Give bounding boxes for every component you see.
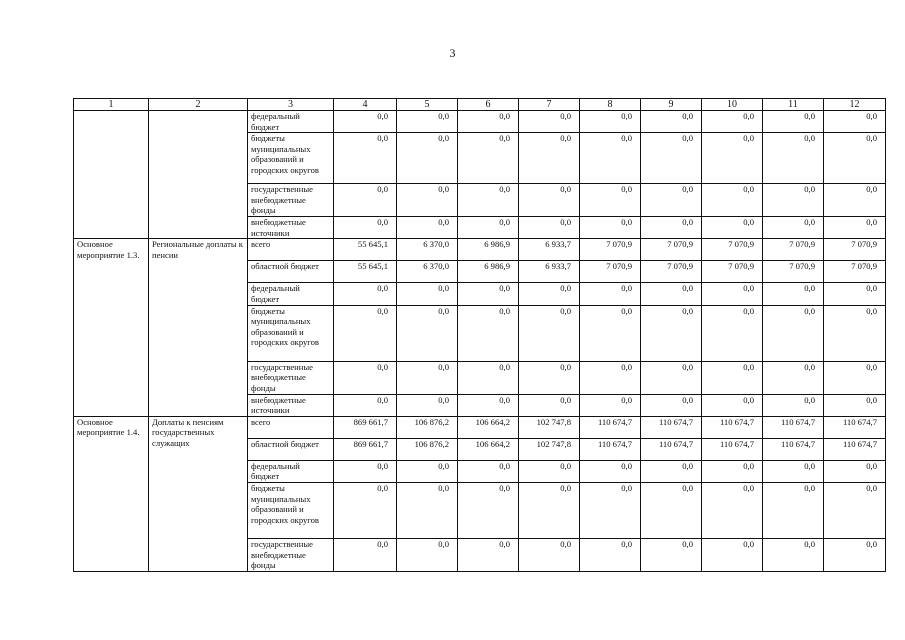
value-cell: 0,0 [334, 133, 397, 184]
value-cell: 0,0 [763, 133, 824, 184]
value-cell: 6 933,7 [519, 239, 580, 261]
value-cell: 0,0 [580, 538, 641, 571]
funding-source: бюджеты муниципальных образований и городских округов [248, 482, 334, 538]
funding-source: внебюджетные источники [248, 394, 334, 416]
value-cell: 0,0 [334, 184, 397, 217]
page-number: 3 [449, 46, 456, 60]
column-number: 8 [580, 99, 641, 111]
value-cell: 0,0 [580, 482, 641, 538]
value-cell: 110 674,7 [641, 438, 702, 460]
value-cell: 0,0 [580, 460, 641, 482]
value-cell: 55 645,1 [334, 239, 397, 261]
value-cell: 0,0 [519, 305, 580, 361]
value-cell: 7 070,9 [702, 261, 763, 283]
value-cell: 0,0 [397, 283, 458, 305]
value-cell: 0,0 [763, 538, 824, 571]
value-cell: 7 070,9 [641, 261, 702, 283]
value-cell: 0,0 [458, 460, 519, 482]
value-cell: 0,0 [580, 217, 641, 239]
value-cell: 102 747,8 [519, 438, 580, 460]
value-cell: 106 876,2 [397, 416, 458, 438]
column-number: 5 [397, 99, 458, 111]
value-cell: 0,0 [519, 482, 580, 538]
value-cell: 0,0 [824, 133, 886, 184]
value-cell: 0,0 [334, 305, 397, 361]
value-cell: 0,0 [458, 482, 519, 538]
value-cell: 0,0 [397, 361, 458, 394]
value-cell: 0,0 [334, 394, 397, 416]
table-row [74, 416, 886, 438]
value-cell: 0,0 [824, 305, 886, 361]
value-cell: 0,0 [397, 460, 458, 482]
value-cell: 0,0 [763, 217, 824, 239]
value-cell: 869 661,7 [334, 438, 397, 460]
value-cell: 0,0 [397, 217, 458, 239]
value-cell: 0,0 [641, 283, 702, 305]
value-cell: 0,0 [824, 538, 886, 571]
value-cell: 0,0 [824, 283, 886, 305]
value-cell: 0,0 [763, 184, 824, 217]
value-cell: 6 986,9 [458, 239, 519, 261]
value-cell: 6 933,7 [519, 261, 580, 283]
value-cell: 0,0 [702, 305, 763, 361]
value-cell: 6 986,9 [458, 261, 519, 283]
value-cell: 0,0 [519, 460, 580, 482]
value-cell: 0,0 [519, 538, 580, 571]
value-cell: 0,0 [763, 305, 824, 361]
value-cell: 0,0 [763, 283, 824, 305]
value-cell: 7 070,9 [824, 261, 886, 283]
value-cell: 110 674,7 [580, 416, 641, 438]
funding-source: бюджеты муниципальных образований и городских округов [248, 133, 334, 184]
funding-source: государственные внебюджетные фонды [248, 361, 334, 394]
value-cell: 110 674,7 [702, 416, 763, 438]
value-cell: 106 876,2 [397, 438, 458, 460]
value-cell: 106 664,2 [458, 438, 519, 460]
value-cell: 110 674,7 [641, 416, 702, 438]
value-cell: 0,0 [397, 394, 458, 416]
measure-label: Основное мероприятие 1.4. [74, 416, 149, 571]
value-cell: 110 674,7 [824, 438, 886, 460]
column-number: 2 [149, 99, 248, 111]
value-cell: 869 661,7 [334, 416, 397, 438]
value-cell: 0,0 [641, 394, 702, 416]
value-cell: 0,0 [702, 133, 763, 184]
value-cell: 0,0 [702, 217, 763, 239]
value-cell: 0,0 [641, 133, 702, 184]
value-cell: 0,0 [580, 283, 641, 305]
value-cell: 0,0 [763, 111, 824, 133]
funding-source: государственные внебюджетные фонды [248, 184, 334, 217]
value-cell: 0,0 [397, 184, 458, 217]
value-cell: 0,0 [702, 361, 763, 394]
value-cell: 6 370,0 [397, 239, 458, 261]
value-cell: 0,0 [641, 460, 702, 482]
value-cell: 0,0 [580, 305, 641, 361]
value-cell: 0,0 [824, 482, 886, 538]
value-cell: 0,0 [458, 538, 519, 571]
value-cell: 0,0 [763, 482, 824, 538]
value-cell: 0,0 [334, 482, 397, 538]
value-cell: 7 070,9 [580, 261, 641, 283]
value-cell: 0,0 [641, 111, 702, 133]
column-number: 3 [248, 99, 334, 111]
value-cell: 0,0 [702, 283, 763, 305]
value-cell: 0,0 [519, 394, 580, 416]
value-cell: 0,0 [763, 460, 824, 482]
value-cell: 0,0 [334, 217, 397, 239]
value-cell: 0,0 [641, 538, 702, 571]
funding-source: внебюджетные источники [248, 217, 334, 239]
value-cell: 0,0 [824, 217, 886, 239]
value-cell: 106 664,2 [458, 416, 519, 438]
value-cell: 0,0 [458, 394, 519, 416]
measure-name: Доплаты к пенсиям государственных служащих [149, 416, 248, 571]
value-cell: 0,0 [458, 184, 519, 217]
value-cell: 0,0 [580, 361, 641, 394]
value-cell: 0,0 [334, 538, 397, 571]
value-cell: 0,0 [824, 394, 886, 416]
value-cell: 0,0 [824, 361, 886, 394]
value-cell: 7 070,9 [580, 239, 641, 261]
value-cell: 0,0 [702, 111, 763, 133]
value-cell: 0,0 [702, 482, 763, 538]
value-cell: 0,0 [458, 305, 519, 361]
funding-source: федеральный бюджет [248, 111, 334, 133]
funding-source: федеральный бюджет [248, 460, 334, 482]
value-cell: 102 747,8 [519, 416, 580, 438]
funding-source: всего [248, 239, 334, 261]
value-cell: 0,0 [702, 538, 763, 571]
value-cell: 0,0 [458, 361, 519, 394]
value-cell: 0,0 [641, 217, 702, 239]
value-cell: 0,0 [519, 361, 580, 394]
value-cell: 0,0 [397, 111, 458, 133]
column-number: 7 [519, 99, 580, 111]
value-cell: 110 674,7 [702, 438, 763, 460]
table-row [74, 111, 886, 133]
value-cell: 0,0 [458, 133, 519, 184]
value-cell: 0,0 [702, 460, 763, 482]
measure-label: Основное мероприятие 1.3. [74, 239, 149, 416]
value-cell: 0,0 [641, 305, 702, 361]
value-cell: 0,0 [519, 217, 580, 239]
value-cell: 0,0 [580, 133, 641, 184]
value-cell: 0,0 [824, 111, 886, 133]
funding-source: всего [248, 416, 334, 438]
column-number-row [74, 99, 886, 111]
value-cell: 0,0 [519, 111, 580, 133]
value-cell: 55 645,1 [334, 261, 397, 283]
value-cell: 0,0 [458, 283, 519, 305]
value-cell: 0,0 [334, 361, 397, 394]
value-cell: 0,0 [641, 184, 702, 217]
value-cell: 0,0 [458, 217, 519, 239]
funding-source: бюджеты муниципальных образований и городских округов [248, 305, 334, 361]
value-cell: 110 674,7 [580, 438, 641, 460]
measure-name: Региональные доплаты к пенсии [149, 239, 248, 416]
value-cell: 7 070,9 [641, 239, 702, 261]
value-cell: 0,0 [641, 482, 702, 538]
value-cell: 7 070,9 [763, 261, 824, 283]
value-cell: 0,0 [580, 184, 641, 217]
value-cell: 0,0 [519, 184, 580, 217]
value-cell: 110 674,7 [824, 416, 886, 438]
value-cell: 0,0 [397, 133, 458, 184]
value-cell: 0,0 [702, 394, 763, 416]
measure-label-cell [74, 111, 149, 239]
column-number: 6 [458, 99, 519, 111]
table-row [74, 239, 886, 261]
funding-source: областной бюджет [248, 438, 334, 460]
value-cell: 0,0 [519, 133, 580, 184]
value-cell: 110 674,7 [763, 438, 824, 460]
value-cell: 0,0 [702, 184, 763, 217]
column-number: 9 [641, 99, 702, 111]
value-cell: 0,0 [397, 538, 458, 571]
value-cell: 7 070,9 [824, 239, 886, 261]
value-cell: 0,0 [580, 111, 641, 133]
value-cell: 7 070,9 [702, 239, 763, 261]
value-cell: 0,0 [458, 111, 519, 133]
value-cell: 0,0 [824, 184, 886, 217]
value-cell: 0,0 [397, 482, 458, 538]
funding-source: областной бюджет [248, 261, 334, 283]
funding-source: государственные внебюджетные фонды [248, 538, 334, 571]
value-cell: 6 370,0 [397, 261, 458, 283]
value-cell: 0,0 [334, 460, 397, 482]
value-cell: 0,0 [397, 305, 458, 361]
column-number: 11 [763, 99, 824, 111]
measure-name-cell [149, 111, 248, 239]
value-cell: 0,0 [519, 283, 580, 305]
value-cell: 0,0 [641, 361, 702, 394]
column-number: 4 [334, 99, 397, 111]
value-cell: 0,0 [763, 394, 824, 416]
value-cell: 0,0 [580, 394, 641, 416]
column-number: 10 [702, 99, 763, 111]
column-number: 12 [824, 99, 886, 111]
value-cell: 0,0 [763, 361, 824, 394]
funding-source: федеральный бюджет [248, 283, 334, 305]
value-cell: 0,0 [334, 283, 397, 305]
budget-table [73, 98, 886, 572]
table-body [74, 99, 886, 572]
value-cell: 110 674,7 [763, 416, 824, 438]
value-cell: 0,0 [824, 460, 886, 482]
column-number: 1 [74, 99, 149, 111]
value-cell: 7 070,9 [763, 239, 824, 261]
value-cell: 0,0 [334, 111, 397, 133]
